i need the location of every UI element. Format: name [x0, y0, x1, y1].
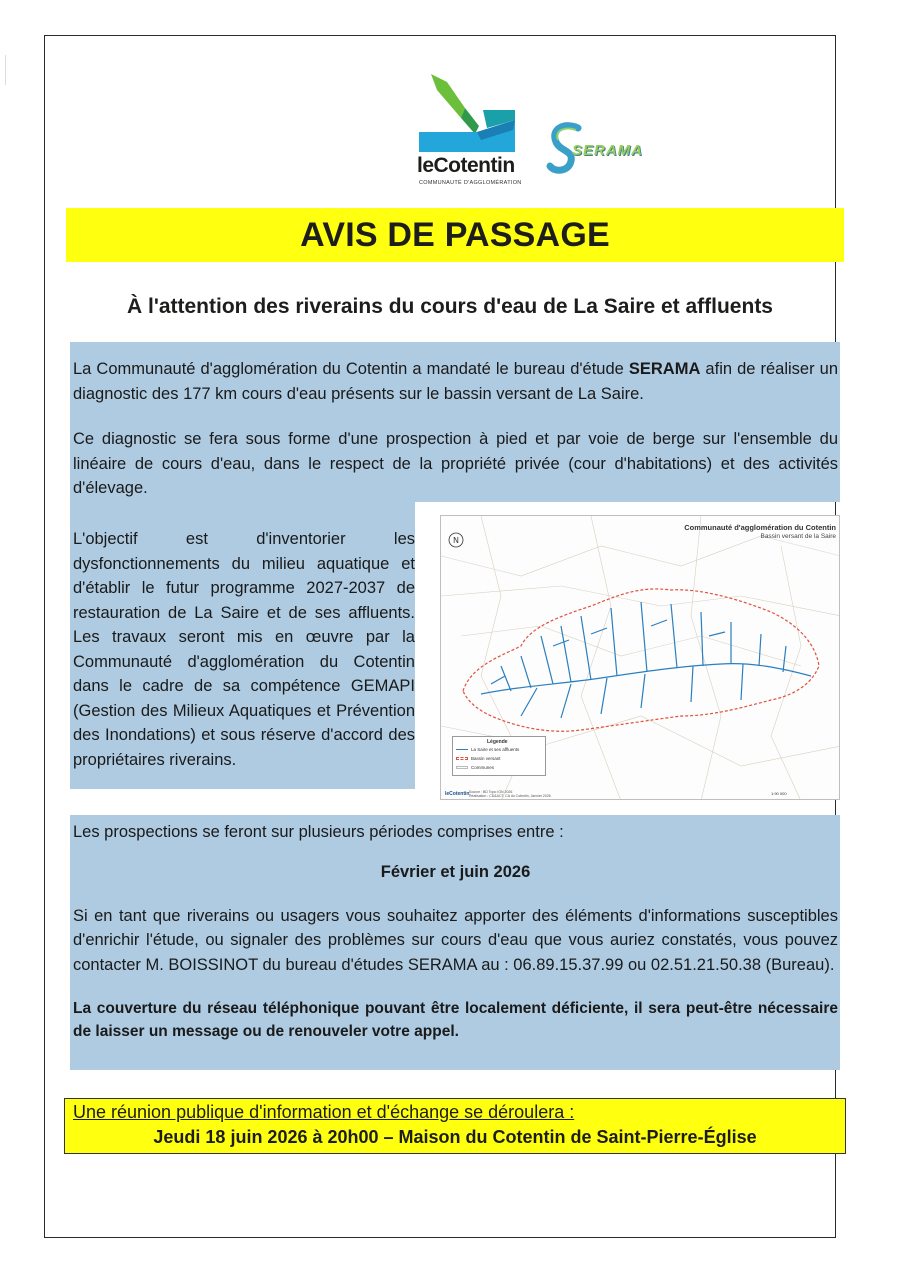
meeting-announcement: Une réunion publique d'information et d'échange se déroulera :	[73, 1102, 575, 1122]
page-subtitle: À l'attention des riverains du cours d'eau de La Saire et affluents	[127, 295, 773, 318]
cotentin-brand: leCotentin	[417, 154, 515, 177]
legend-river-swatch	[456, 749, 468, 750]
page-title: AVIS DE PASSAGE	[300, 215, 610, 254]
contact-paragraph: Si en tant que riverains ou usagers vous souhaitez apporter des éléments d'informations susceptibles d'enrichir l'étude, ou signaler des problèmes sur cours d'eau que vous auriez constatés, vous pouvez contacter M. BOISSINOT du bureau d'études SERAMA au : 06.89.15.37.99 ou 02.51.21.50.38 (Bureau).	[73, 906, 838, 974]
logo-header	[0, 60, 900, 185]
meeting-details: Jeudi 18 juin 2026 à 20h00 – Maison du Cotentin de Saint-Pierre-Église	[153, 1127, 757, 1147]
map-title: Communauté d'agglomération du Cotentin	[684, 523, 836, 532]
basin-map	[440, 515, 840, 800]
title-banner	[66, 208, 844, 262]
legend-basin-swatch	[456, 757, 468, 760]
prospection-block	[70, 815, 840, 1070]
map-scale: 1:90 000	[771, 791, 787, 796]
serama-name: SERAMA	[572, 142, 644, 159]
prospection-intro: Les prospections se feront sur plusieurs périodes comprises entre :	[73, 823, 564, 841]
legend-item-river: La Saire et ses affluents	[471, 747, 520, 752]
objective-block	[70, 502, 415, 789]
legend-item-communes: Communes	[471, 765, 495, 770]
map-source: Source : BD Topo IGN 2026 Réalisation : CD&ACT, CA du Cotentin, Janvier 2026	[469, 790, 551, 798]
intro-paragraph-1: La Communauté d'agglomération du Cotentin a mandaté le bureau d'étude SERAMA afin de réaliser un diagnostic des 177 km cours d'eau présents sur le bassin versant de La Saire.	[73, 360, 838, 403]
meeting-banner	[64, 1098, 846, 1154]
legend-commune-swatch	[456, 766, 468, 769]
map-brand: leCotentin	[445, 791, 470, 797]
cotentin-tagline: COMMUNAUTÉ D'AGGLOMÉRATION	[419, 180, 522, 186]
map-legend	[452, 736, 546, 776]
cotentin-emblem-icon	[417, 70, 522, 156]
legend-title: Légende	[487, 739, 508, 745]
serama-logo	[546, 120, 676, 178]
objective-paragraph: L'objectif est d'inventorier les dysfonctionnements du milieu aquatique et d'établir le futur programme 2027-2037 de restauration de La Saire et de ses affluents. Les travaux seront mis en œuvre par la Communauté d'agglomération du Cotentin dans le cadre de sa compétence GEMAPI (Gestion des Milieux Aquatiques et Prévention des Inondations) et sous réserve d'accord des propriétaires riverains.	[73, 530, 415, 769]
intro-block	[70, 342, 840, 502]
svg-text:N: N	[453, 536, 459, 545]
legend-item-basin: Bassin versant	[471, 756, 501, 761]
map-subtitle: Bassin versant de la Saire	[760, 533, 836, 540]
prospection-period: Février et juin 2026	[380, 862, 531, 881]
cotentin-logo	[417, 70, 522, 186]
serama-highlight: SERAMA	[628, 360, 701, 378]
network-warning: La couverture du réseau téléphonique pouvant être localement déficiente, il sera peut-être nécessaire de laisser un message ou de renouveler votre appel.	[73, 1000, 838, 1040]
intro-paragraph-2: Ce diagnostic se fera sous forme d'une prospection à pied et par voie de berge sur l'ensemble du linéaire de cours d'eau, dans le respect de la propriété privée (cour d'habitations) et des activités d'élevage.	[73, 430, 838, 497]
